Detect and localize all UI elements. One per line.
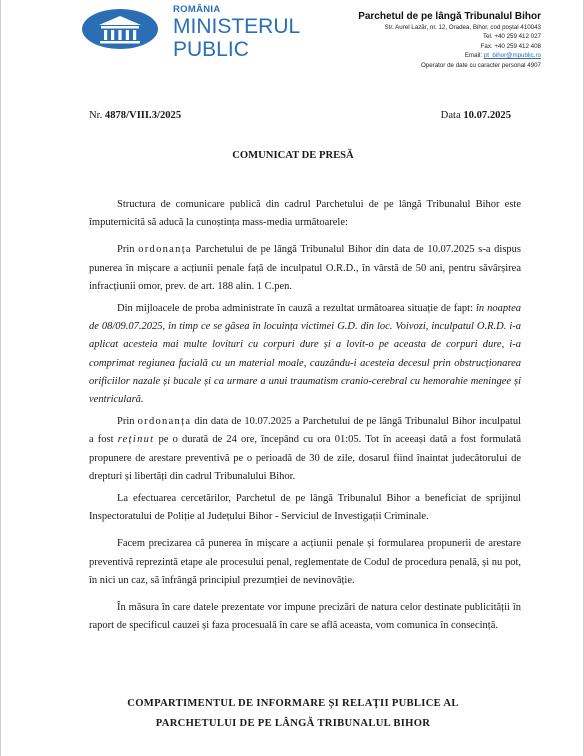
retinut-term: reținut: [117, 434, 155, 446]
address: Str. Aurel Lazăr, nr. 12, Oradea, Bihor, cod poștal 410043: [384, 24, 541, 31]
date-label: Data: [440, 110, 461, 121]
signature-block: [1, 694, 584, 734]
phone: Tel. +40 259 412 027: [483, 33, 541, 41]
date-block: [441, 110, 511, 121]
data-operator: Operator de date cu caracter personal 4907: [420, 61, 541, 69]
paragraph-1: Structura de comunicare publică din cadrul Parchetului de pe lângă Tribunalul Bihor este împuternicită să aducă la cunoștința mass-media următoarele:: [89, 199, 521, 229]
facts-italic: în noaptea de 08/09.07.2025, în timp ce se găsea în locuința victimei G.D. din loc. Voivozi, inculpatul O.R.D. i-a aplicat acesteia mai multe lovituri cu corpuri dure și a lovit-o pe aceasta de corpuri dure, i-a comprimat regiunea facială cu un material moale, cauzându-i acesteia decesul prin obstrucționarea orificiilor nazale și bucale și ca urmare a unui traumatism cranio-cerebral cu hemorahie meningee și ventriculară.: [89, 303, 522, 406]
paragraph-2: Prin ordonanța Parchetului de pe lângă Tribunalul Bihor din data de 10.07.2025 s-a dispus punerea în mișcare a acțiunii penale față de inculpatul O.R.D., în vârstă de 50 ani, pentru săvârșirea infracțiunii omor, prev. de art. 188 alin. 1 C.pen.: [89, 244, 522, 292]
email-label: Email:: [464, 52, 483, 60]
fax: Fax. +40 259 412 408: [480, 42, 541, 50]
paragraph-3: Din mijloacele de proba administrate în cauză a rezultat următoarea situație de fapt: în noaptea de 08/09.07.2025, în timp ce se găsea în locuința victimei G.D. din loc. Voivozi, inculpatul O.R.D. i-a aplicat acesteia mai multe lovituri cu corpuri dure și a lovit-o pe aceasta de corpuri dure, i-a comprimat regiunea facială cu un material moale, cauzându-i acesteia decesul prin obstrucționarea orificiilor nazale și bucale și ca urmare a unui traumatism cranio-cerebral cu hemorahie meningee și ventriculară.: [89, 303, 522, 406]
footer-line-2: PARCHETULUI DE PE LÂNGĂ TRIBUNALUL BIHOR: [155, 718, 431, 729]
press-release-body: [89, 196, 521, 644]
paragraph-7: În măsura în care datele prezentate vor impune precizări de natura celor destinate publicității în raport de specificul cauzei și faza procesuală în care se află aceasta, vom comunica în consecință.: [89, 602, 521, 632]
brand-country: ROMÂNIA: [173, 4, 221, 15]
footer-line-1: COMPARTIMENTUL DE INFORMARE ȘI RELAȚII PUBLICE AL: [127, 698, 459, 709]
page-title: COMUNICAT DE PRESĂ: [232, 150, 354, 161]
paragraph-4: Prin ordonanța din data de 10.07.2025 a Parchetului de pe lângă Tribunalul Bihor inculpatul a fost reținut pe o durată de 24 ore, începând cu ora 01:05. Tot în aceeași dată a fost formulată propunere de arestare preventivă pe o perioadă de 30 de zile, dosarul fiind înaintat judecătorului de drepturi și libertăți din cadrul Tribunalului Bihor.: [89, 416, 522, 482]
email-link[interactable]: pt_bihor@mpublic.ro: [483, 52, 541, 60]
org-name: Parchetul de pe lângă Tribunalul Bihor: [358, 11, 541, 22]
nr-value: 4878/VIII.3/2025: [104, 110, 182, 121]
document-meta: [89, 110, 511, 121]
brand-line-2: PUBLIC: [173, 38, 249, 61]
ordonanta-term-2: ordonanța: [137, 416, 192, 428]
nr-label: Nr.: [89, 110, 103, 121]
date-value: 10.07.2025: [463, 110, 511, 121]
paragraph-6: Facem precizarea că punerea în mișcare a acțiunii penale și formularea propunerii de arestare preventivă reprezintă etape ale procesului penal, reglementate de Codul de procedura penală, și nu pot, în nici un caz, să înfrângă principiul prezumției de nevinovăție.: [89, 538, 521, 586]
brand-block: [173, 4, 300, 61]
ordonanta-term: ordonanța: [138, 244, 192, 256]
paragraph-5: La efectuarea cercetărilor, Parchetul de pe lângă Tribunalul Bihor a beneficiat de sprijinul Inspectoratului de Poliție al Județului Bihor - Serviciul de Investigații Criminale.: [89, 493, 521, 523]
brand-line-1: MINISTERUL: [173, 15, 301, 38]
contact-block: [358, 11, 541, 70]
ministerul-public-emblem-icon: [81, 8, 159, 50]
email-line: [358, 51, 541, 60]
